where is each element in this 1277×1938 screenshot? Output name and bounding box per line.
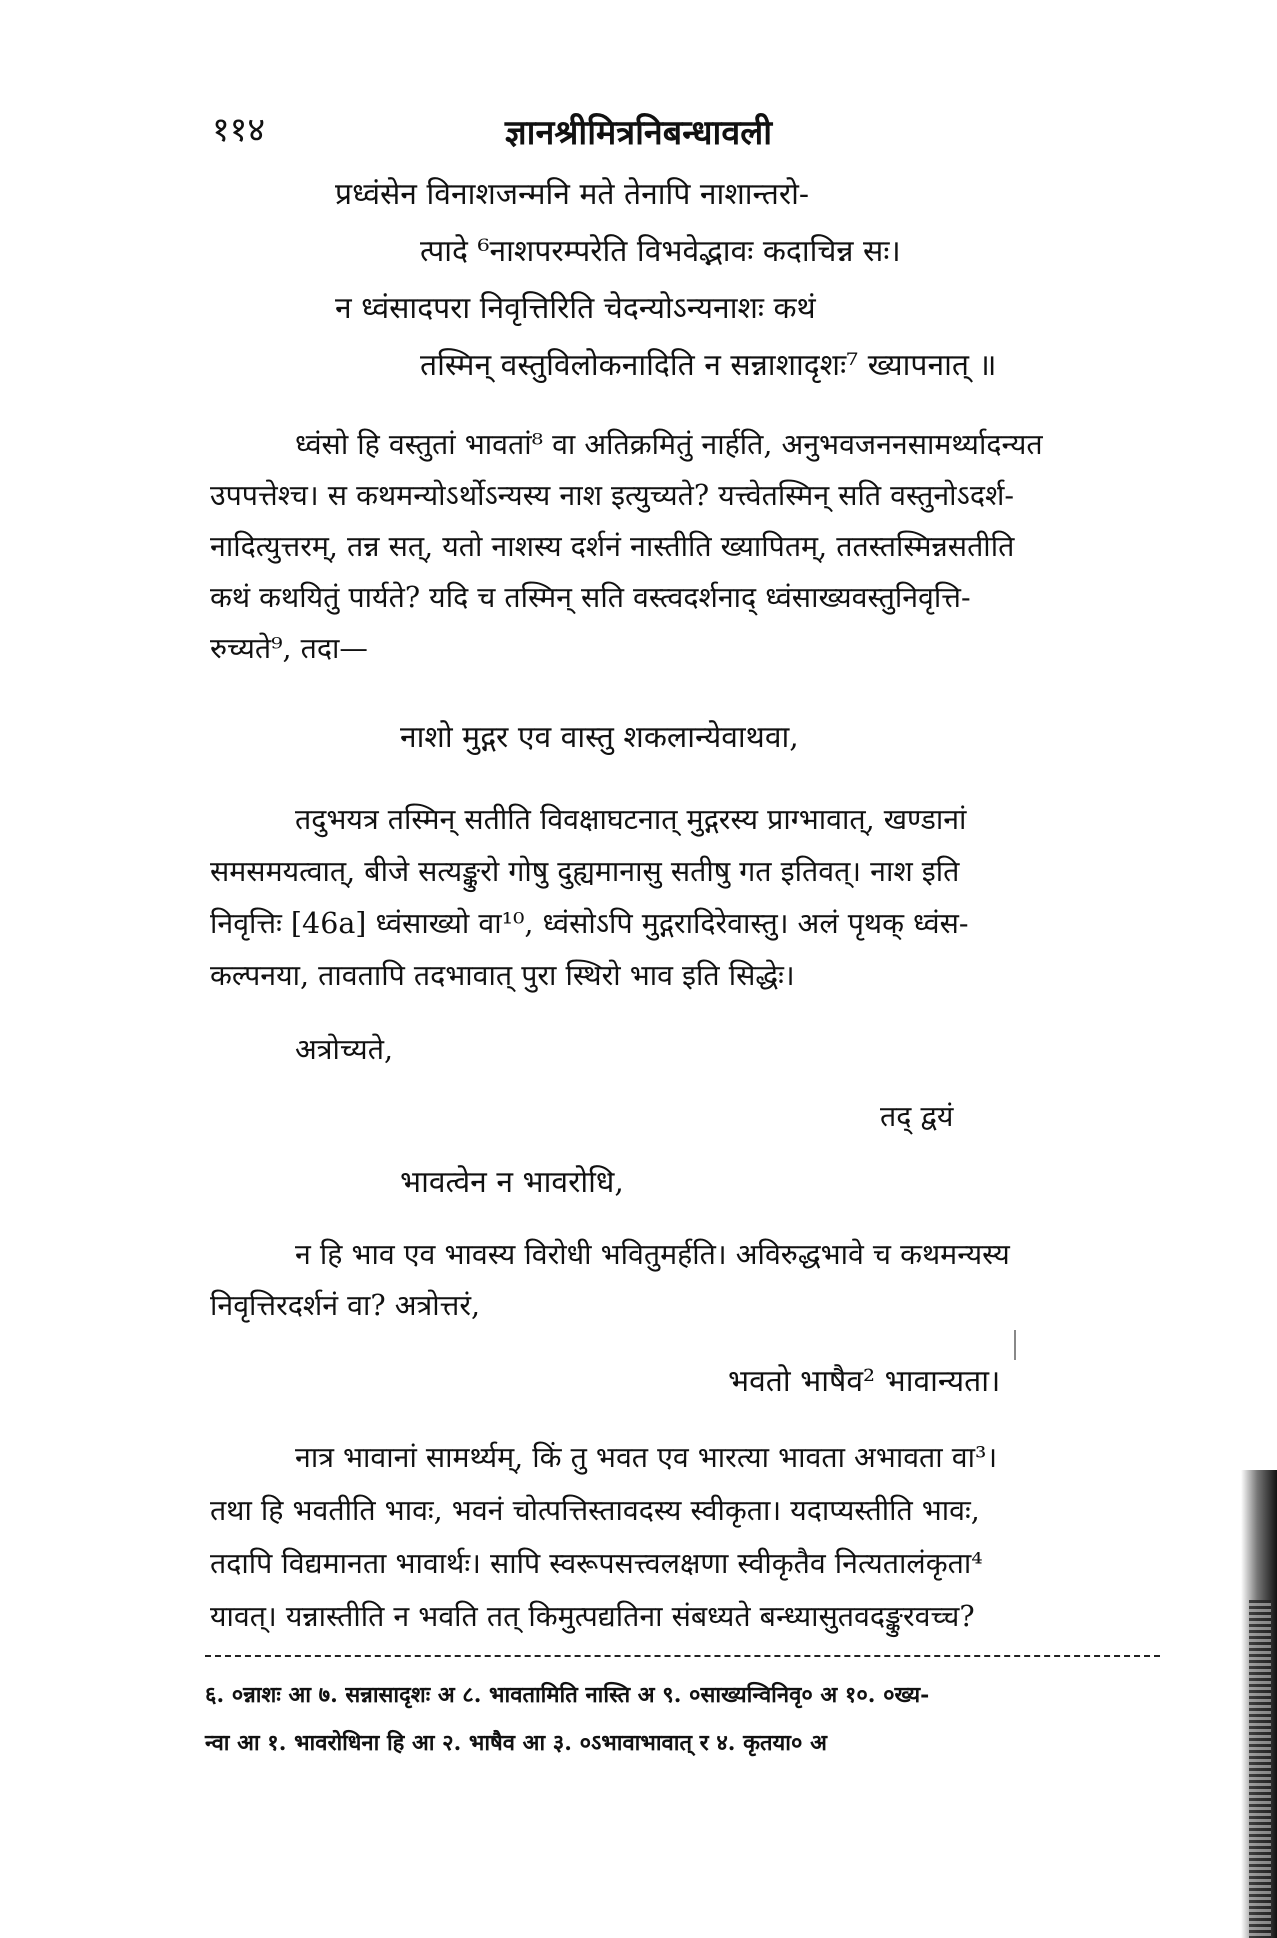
footnote-line: न्वा आ १. भावरोधिना हि आ २. भाषैव आ ३. ०ऽभावाभावात् र ४. कृतया० अ [205,1730,827,1756]
text-line: तदापि विद्यमानता भावार्थः। सापि स्वरूपसत्त्वलक्षणा स्वीकृतैव नित्यतालंकृता⁴ [210,1547,983,1580]
text-line: यावत्। यन्नास्तीति न भवति तत् किमुत्पद्यतिना संबध्यते बन्ध्यासुतवदङ्कुरवच्च? [210,1600,975,1633]
tad-dvayam-text: तद् द्वयं [880,1100,954,1133]
verse-line: त्पादे ⁶नाशपरम्परेति विभवेद्भावः कदाचिन्न सः। [420,234,901,269]
text-line: कथं कथयितुं पार्यते? यदि च तस्मिन् सति वस्त्वदर्शनाद् ध्वंसाख्यवस्तुनिवृत्ति- [210,581,971,614]
verse-line-4: भवतो भाषैव² भावान्यता। [728,1364,1001,1399]
page-number: ११४ [212,110,266,150]
text-line: निवृत्तिः [46a] ध्वंसाख्यो वा¹⁰, ध्वंसोऽपि मुद्गरादिरेवास्तु। अलं पृथक् ध्वंस- [210,907,969,940]
text-line: तदुभयत्र तस्मिन् सतीति विवक्षाघटनात् मुद्गरस्य प्राग्भावात्, खण्डानां [295,803,967,836]
atrocyate-text: अत्रोच्यते, [295,1033,394,1066]
verse-line: न ध्वंसादपरा निवृत्तिरिति चेदन्योऽन्यनाशः कथं [335,291,816,326]
book-page-edge [1241,1470,1277,1938]
footnote-divider [205,1655,1160,1657]
text-line: निवृत्तिरदर्शनं वा? अत्रोत्तरं, [210,1289,481,1322]
verse-line: प्रध्वंसेन विनाशजन्मनि मते तेनापि नाशान्तरो- [335,177,810,212]
text-line: नादित्युत्तरम्, तन्न सत्, यतो नाशस्य दर्शनं नास्तीति ख्यापितम्, ततस्तस्मिन्नसतीति [210,530,1015,563]
footnote-line: ६. ०न्नाशः आ ७. सन्नासादृशः अ ८. भावतामिति नास्ति अ ९. ०साख्यन्विनिवृ० अ १०. ०ख्य- [205,1682,930,1708]
text-line: कल्पनया, तावतापि तदभावात् पुरा स्थिरो भाव इति सिद्धेः। [210,959,795,992]
text-line: समसमयत्वात्, बीजे सत्यङ्कुरो गोषु दुह्यमानासु सतीषु गत इतिवत्। नाश इति [210,855,960,888]
verse-line-2: नाशो मुद्गर एव वास्तु शकलान्येवाथवा, [400,720,799,755]
text-line: उपपत्तेश्च। स कथमन्योऽर्थोऽन्यस्य नाश इत्युच्यते? यत्त्वेतस्मिन् सति वस्तुनोऽदर्श- [210,479,1014,512]
verse-line: तस्मिन् वस्तुविलोकनादिति न सन्नाशादृशः⁷ ख्यापनात् ॥ [420,348,997,383]
margin-mark [1014,1330,1016,1360]
running-title: ज्ञानश्रीमित्रनिबन्धावली [504,113,773,153]
text-line: तथा हि भवतीति भावः, भवनं चोत्पत्तिस्तावदस्य स्वीकृता। यदाप्यस्तीति भावः, [210,1494,980,1527]
text-line: न हि भाव एव भावस्य विरोधी भवितुमर्हति। अविरुद्धभावे च कथमन्यस्य [295,1238,1010,1271]
text-line: ध्वंसो हि वस्तुतां भावतां⁸ वा अतिक्रमितुं नार्हति, अनुभवजननसामर्थ्यादन्यत [295,428,1043,461]
text-line: रुच्यते⁹, तदा— [210,632,368,665]
text-line: नात्र भावानां सामर्थ्यम्, किं तु भवत एव भारत्या भावता अभावता वा³। [295,1441,998,1474]
verse-line-3: भावत्वेन न भावरोधि, [400,1165,624,1200]
